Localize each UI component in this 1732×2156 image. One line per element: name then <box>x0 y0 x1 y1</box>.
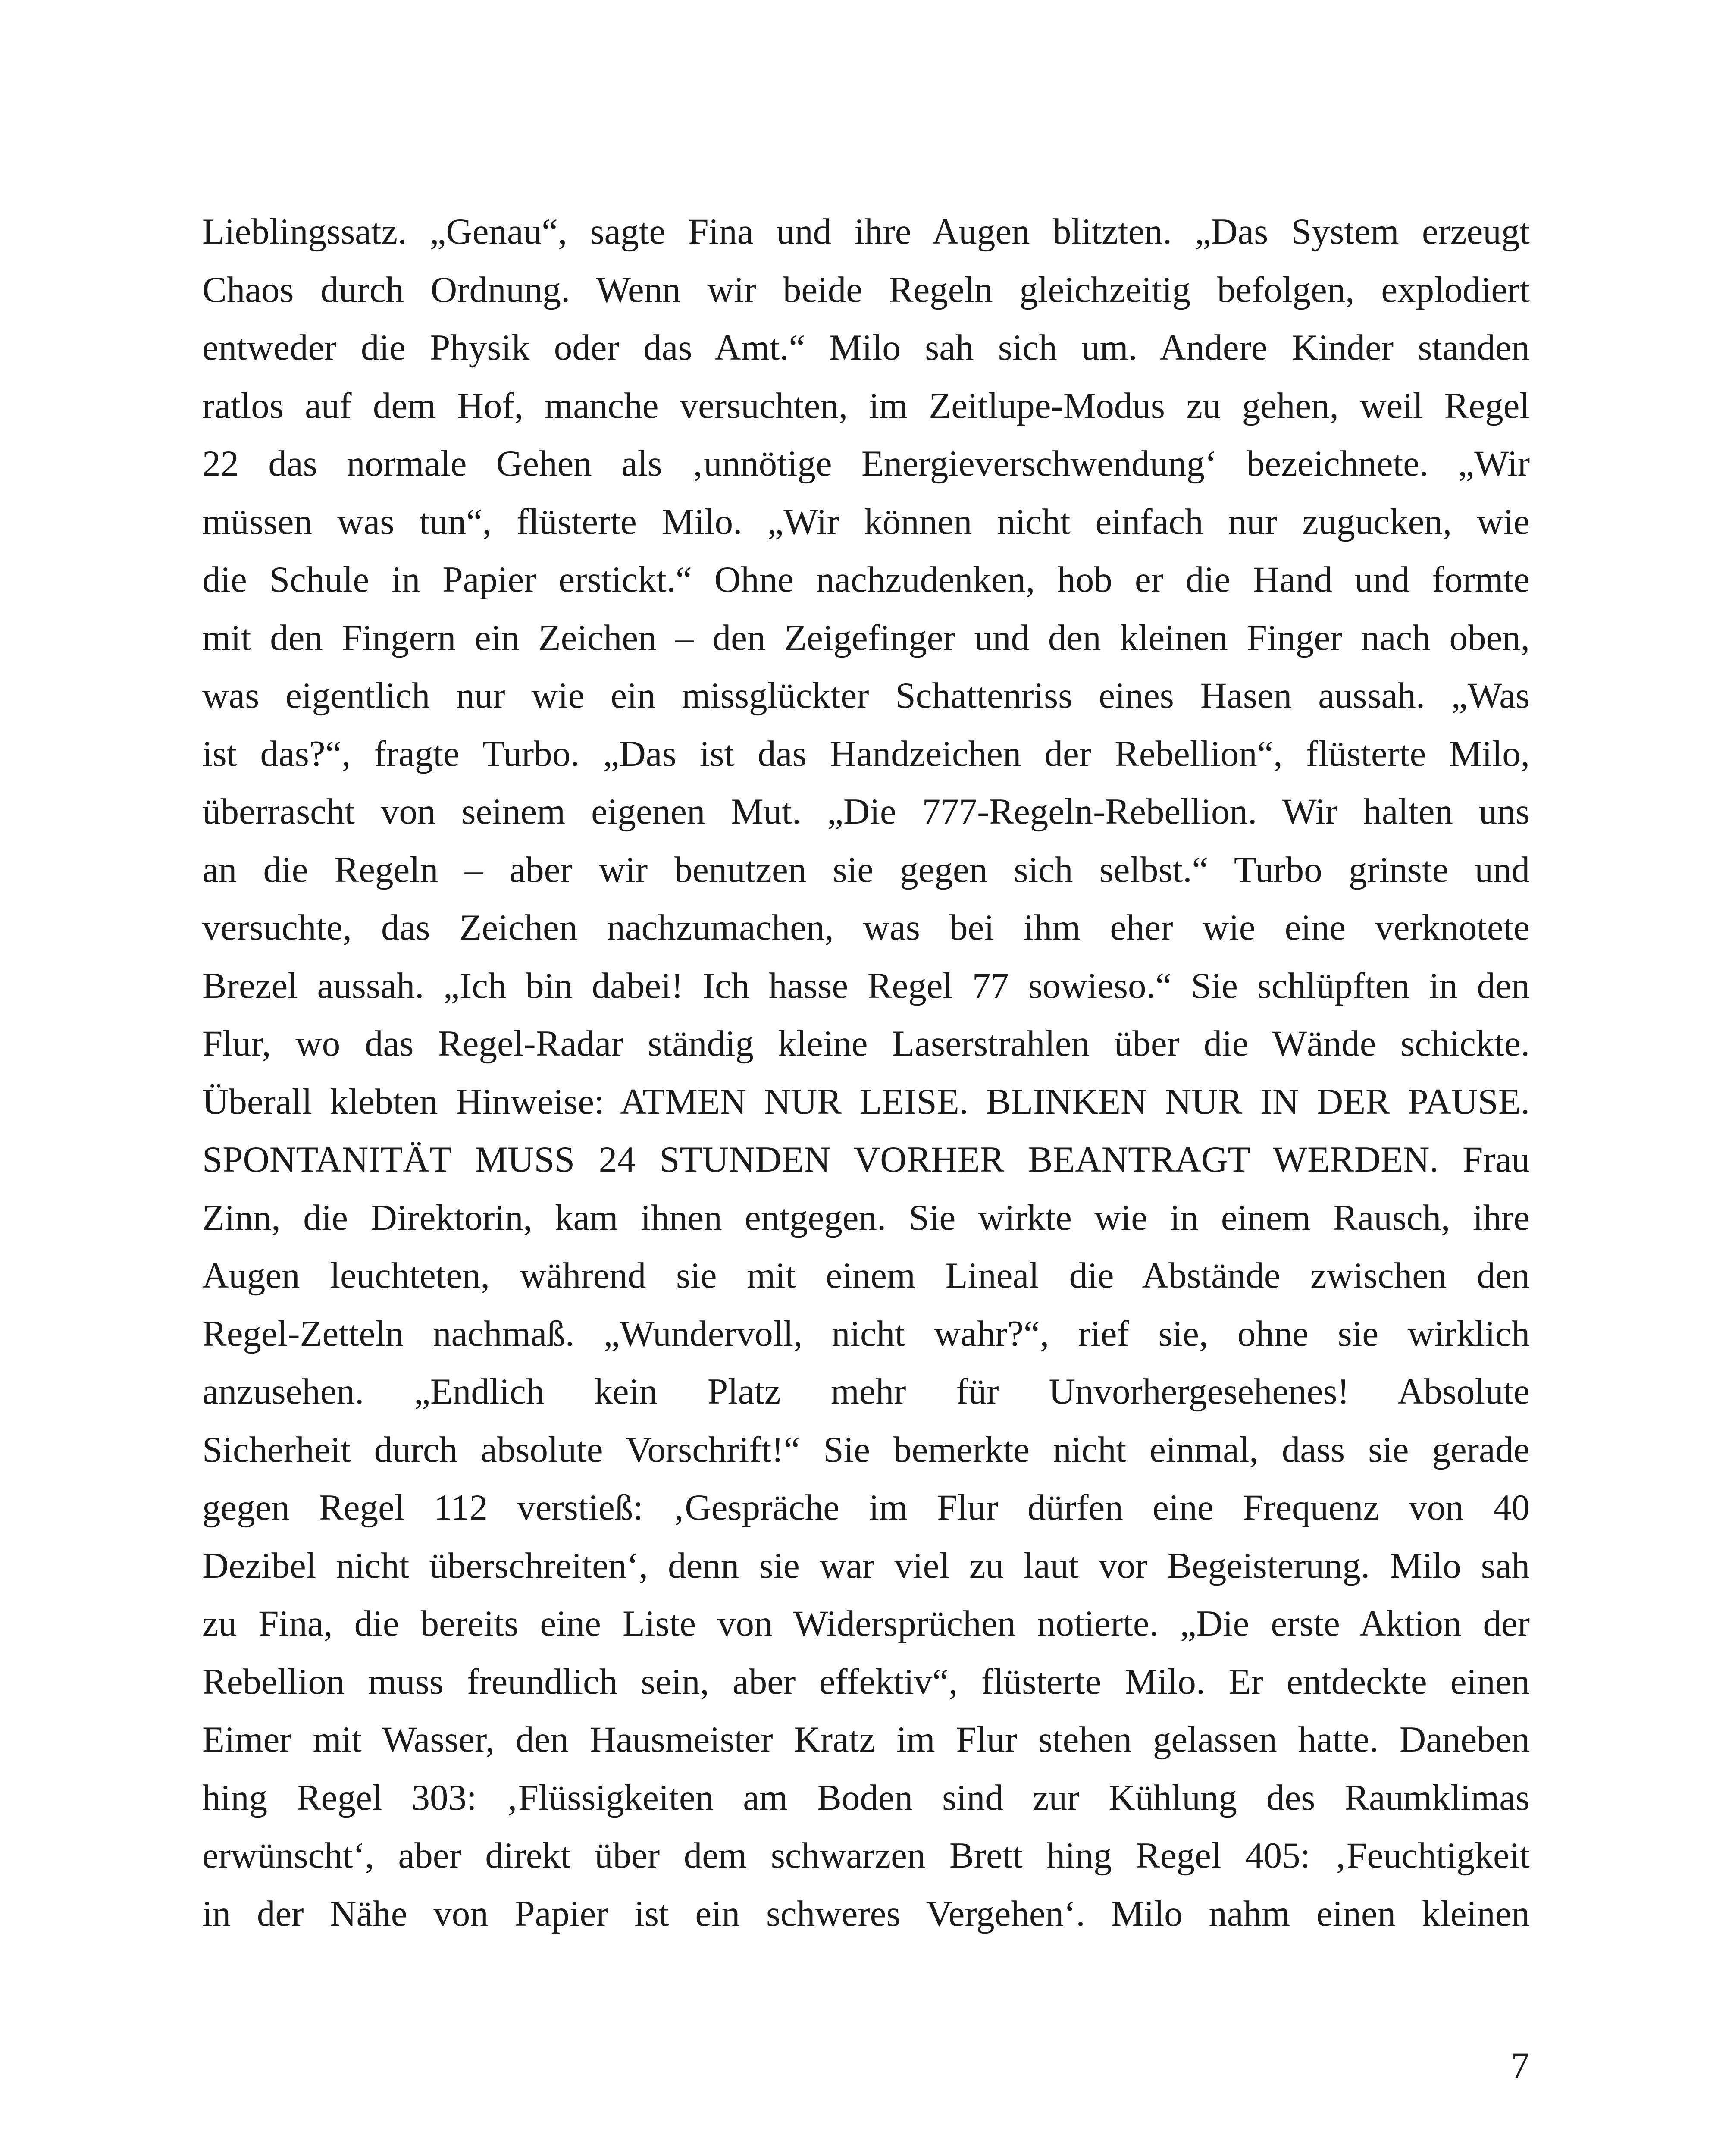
page-number: 7 <box>1511 2045 1529 2086</box>
text-line: an die Regeln – aber wir benutzen sie gegen sich selbst.“ Turbo grinste und <box>202 849 1530 890</box>
text-line: mit den Fingern ein Zeichen – den Zeigefinger und den kleinen Finger nach oben, <box>202 617 1530 658</box>
text-line: SPONTANITÄT MUSS 24 STUNDEN VORHER BEANTRAGT WERDEN. Frau <box>202 1139 1530 1180</box>
text-line: Lieblingssatz. „Genau“, sagte Fina und ihre Augen blitzten. „Das System erzeugt <box>202 211 1530 252</box>
text-line: zu Fina, die bereits eine Liste von Widersprüchen notierte. „Die erste Aktion der <box>202 1603 1530 1644</box>
text-line: entweder die Physik oder das Amt.“ Milo sah sich um. Andere Kinder standen <box>202 327 1530 368</box>
text-line: Chaos durch Ordnung. Wenn wir beide Regeln gleichzeitig befolgen, explodiert <box>202 269 1530 310</box>
text-line: 22 das normale Gehen als ‚unnötige Energieverschwendung‘ bezeichnete. „Wir <box>202 443 1530 484</box>
text-line: müssen was tun“, flüsterte Milo. „Wir können nicht einfach nur zugucken, wie <box>202 501 1530 542</box>
text-line: Sicherheit durch absolute Vorschrift!“ Sie bemerkte nicht einmal, dass sie gerade <box>202 1429 1530 1470</box>
text-line: Rebellion muss freundlich sein, aber effektiv“, flüsterte Milo. Er entdeckte einen <box>202 1661 1530 1702</box>
text-line: erwünscht‘, aber direkt über dem schwarzen Brett hing Regel 405: ‚Feuchtigkeit <box>202 1835 1530 1876</box>
text-line: Eimer mit Wasser, den Hausmeister Kratz im Flur stehen gelassen hatte. Daneben <box>202 1719 1530 1760</box>
text-line: hing Regel 303: ‚Flüssigkeiten am Boden sind zur Kühlung des Raumklimas <box>202 1777 1530 1818</box>
text-line: was eigentlich nur wie ein missglückter Schattenriss eines Hasen aussah. „Was <box>202 675 1530 716</box>
body-text <box>202 203 1530 1943</box>
text-line: Regel-Zetteln nachmaß. „Wundervoll, nicht wahr?“, rief sie, ohne sie wirklich <box>202 1313 1530 1354</box>
text-line: überrascht von seinem eigenen Mut. „Die 777-Regeln-Rebellion. Wir halten uns <box>202 791 1530 832</box>
text-line: anzusehen. „Endlich kein Platz mehr für Unvorhergesehenes! Absolute <box>202 1371 1530 1412</box>
text-line: Flur, wo das Regel-Radar ständig kleine Laserstrahlen über die Wände schickte. <box>202 1023 1530 1064</box>
text-line: Überall klebten Hinweise: ATMEN NUR LEISE. BLINKEN NUR IN DER PAUSE. <box>202 1081 1530 1122</box>
text-line: Brezel aussah. „Ich bin dabei! Ich hasse Regel 77 sowieso.“ Sie schlüpften in den <box>202 965 1530 1006</box>
text-line: Augen leuchteten, während sie mit einem Lineal die Abstände zwischen den <box>202 1255 1530 1296</box>
text-line: gegen Regel 112 verstieß: ‚Gespräche im Flur dürfen eine Frequenz von 40 <box>202 1487 1530 1528</box>
text-line: in der Nähe von Papier ist ein schweres Vergehen‘. Milo nahm einen kleinen <box>202 1893 1530 1934</box>
text-line: ist das?“, fragte Turbo. „Das ist das Handzeichen der Rebellion“, flüsterte Milo, <box>202 733 1530 774</box>
text-line: versuchte, das Zeichen nachzumachen, was bei ihm eher wie eine verknotete <box>202 907 1530 948</box>
text-line: Dezibel nicht überschreiten‘, denn sie war viel zu laut vor Begeisterung. Milo sah <box>202 1545 1530 1586</box>
text-line: die Schule in Papier erstickt.“ Ohne nachzudenken, hob er die Hand und formte <box>202 559 1530 600</box>
text-line: ratlos auf dem Hof, manche versuchten, im Zeitlupe-Modus zu gehen, weil Regel <box>202 385 1530 426</box>
text-line: Zinn, die Direktorin, kam ihnen entgegen. Sie wirkte wie in einem Rausch, ihre <box>202 1197 1530 1238</box>
